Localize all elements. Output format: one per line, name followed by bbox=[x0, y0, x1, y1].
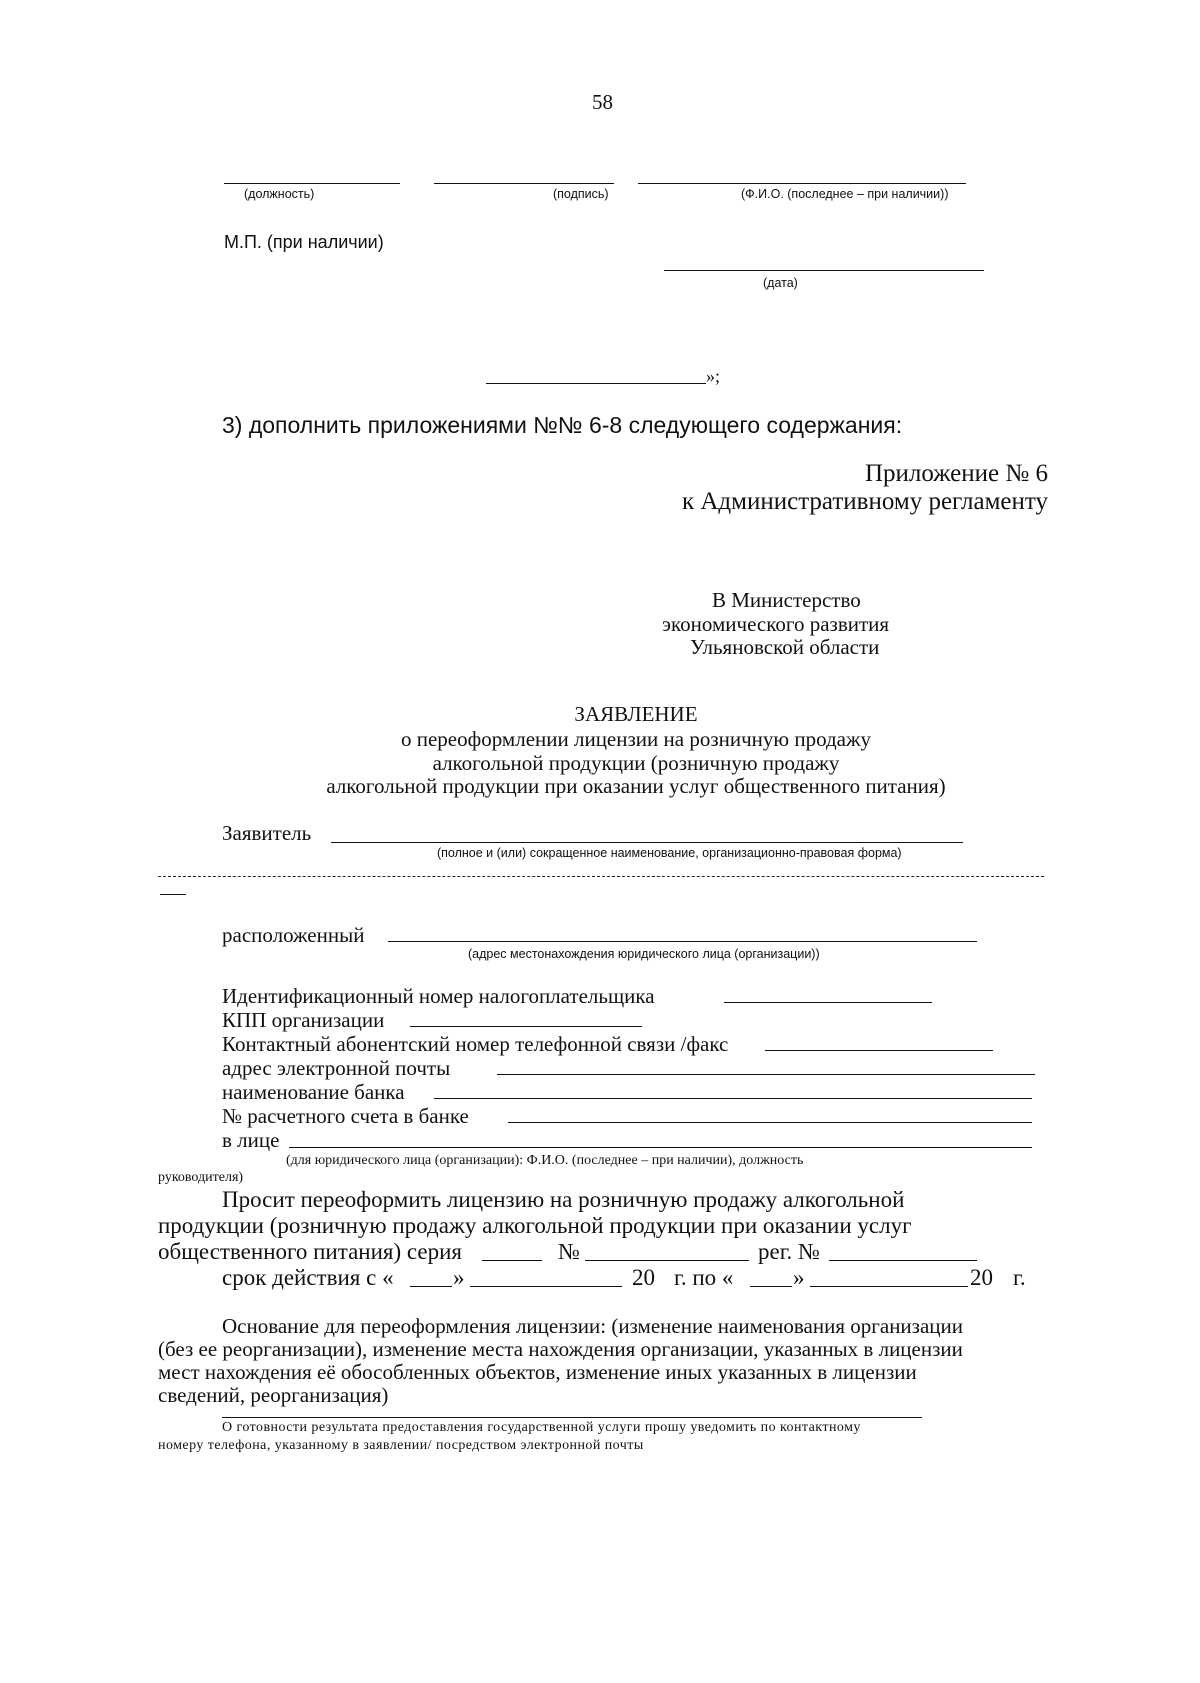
request-line-1: Просит переоформить лицензию на розничную продажу алкогольной bbox=[222, 1187, 905, 1212]
located-field[interactable] bbox=[388, 941, 977, 942]
notice-line-2: номеру телефона, указанному в заявлении/ посредством электронной почты bbox=[158, 1438, 644, 1453]
position-line bbox=[224, 183, 400, 184]
notice-choice-line[interactable] bbox=[222, 1417, 922, 1418]
inn-label: Идентификационный номер налогоплательщика bbox=[222, 984, 655, 1008]
title-line-2: алкогольной продукции (розничную продажу bbox=[432, 751, 840, 775]
person-caption-2: руководителя) bbox=[158, 1170, 244, 1185]
date-line bbox=[664, 270, 984, 271]
addressee-line-1: В Министерство bbox=[712, 588, 861, 612]
phone-field[interactable] bbox=[765, 1050, 993, 1051]
basis-line-1: Основание для переоформления лицензии: (изменение наименования организации bbox=[222, 1314, 963, 1338]
person-caption-1: (для юридического лица (организации): Ф.И.О. (последнее – при наличии), должность bbox=[286, 1153, 804, 1168]
page-number: 58 bbox=[592, 90, 613, 114]
term-month-to-field[interactable] bbox=[810, 1286, 968, 1287]
appendix-line-1: Приложение № 6 bbox=[864, 460, 1048, 487]
term-day-to-field[interactable] bbox=[750, 1286, 792, 1287]
addressee-line-3: Ульяновской области bbox=[690, 635, 880, 659]
kpp-field[interactable] bbox=[410, 1026, 642, 1027]
term-year-from: 20 bbox=[632, 1265, 655, 1290]
person-field[interactable] bbox=[289, 1147, 1032, 1148]
located-label: расположенный bbox=[222, 923, 365, 947]
bank-field[interactable] bbox=[434, 1098, 1032, 1099]
position-caption: (должность) bbox=[244, 187, 315, 201]
term-year-end: г. bbox=[1013, 1265, 1026, 1290]
signature-caption: (подпись) bbox=[553, 187, 609, 201]
title-line-3: алкогольной продукции при оказании услуг общественного питания) bbox=[326, 774, 946, 798]
basis-line-2: (без ее реорганизации), изменение места нахождения организации, указанных в лицензии bbox=[158, 1337, 963, 1361]
term-year-to: 20 bbox=[970, 1265, 993, 1290]
number-field[interactable] bbox=[585, 1260, 749, 1261]
applicant-field[interactable] bbox=[331, 842, 963, 843]
request-line-2: продукции (розничную продажу алкогольной продукции при оказании услуг bbox=[158, 1213, 912, 1238]
account-field[interactable] bbox=[508, 1122, 1032, 1123]
amendment-text: 3) дополнить приложениями №№ 6-8 следующего содержания: bbox=[222, 412, 903, 438]
fio-line bbox=[638, 183, 966, 184]
basis-line-3: мест нахождения её обособленных объектов, изменение иных указанных в лицензии bbox=[158, 1360, 917, 1384]
term-quote-close-2: » bbox=[793, 1265, 805, 1290]
closing-quote: »; bbox=[706, 366, 721, 386]
fio-caption: (Ф.И.О. (последнее – при наличии)) bbox=[741, 187, 949, 201]
term-quote-close: » bbox=[453, 1265, 465, 1290]
account-label: № расчетного счета в банке bbox=[222, 1104, 469, 1128]
stamp-label: М.П. (при наличии) bbox=[224, 232, 384, 252]
series-field[interactable] bbox=[482, 1260, 542, 1261]
title-line-1: о переоформлении лицензии на розничную продажу bbox=[401, 727, 871, 751]
email-label: адрес электронной почты bbox=[222, 1056, 451, 1080]
series-label: общественного питания) серия bbox=[158, 1239, 462, 1264]
applicant-field-stub bbox=[160, 894, 186, 895]
inn-field[interactable] bbox=[724, 1002, 932, 1003]
person-label: в лице bbox=[222, 1128, 280, 1152]
kpp-label: КПП организации bbox=[222, 1008, 385, 1032]
appendix-line-2: к Административному регламенту bbox=[681, 488, 1048, 515]
term-po-label: г. по « bbox=[674, 1265, 734, 1290]
closing-line bbox=[486, 383, 706, 384]
applicant-field-continued[interactable] bbox=[158, 876, 1044, 877]
date-caption: (дата) bbox=[763, 276, 798, 290]
term-label: срок действия с « bbox=[222, 1265, 394, 1290]
reg-field[interactable] bbox=[829, 1260, 977, 1261]
located-caption: (адрес местонахождения юридического лица (организации)) bbox=[468, 947, 820, 961]
bank-label: наименование банка bbox=[222, 1080, 405, 1104]
number-label: № bbox=[558, 1239, 580, 1264]
addressee-line-2: экономического развития bbox=[662, 612, 890, 636]
applicant-label: Заявитель bbox=[222, 821, 312, 845]
signature-line bbox=[434, 183, 614, 184]
phone-label: Контактный абонентский номер телефонной связи /факс bbox=[222, 1032, 729, 1056]
term-month-from-field[interactable] bbox=[470, 1286, 622, 1287]
reg-label: рег. № bbox=[758, 1239, 820, 1264]
applicant-caption: (полное и (или) сокращенное наименование, организационно-правовая форма) bbox=[437, 846, 902, 860]
email-field[interactable] bbox=[497, 1074, 1035, 1075]
document-heading: ЗАЯВЛЕНИЕ bbox=[574, 702, 698, 726]
basis-line-4: сведений, реорганизация) bbox=[158, 1383, 389, 1407]
term-day-from-field[interactable] bbox=[410, 1286, 452, 1287]
notice-line-1: О готовности результата предоставления государственной услуги прошу уведомить по контактному bbox=[222, 1420, 861, 1435]
